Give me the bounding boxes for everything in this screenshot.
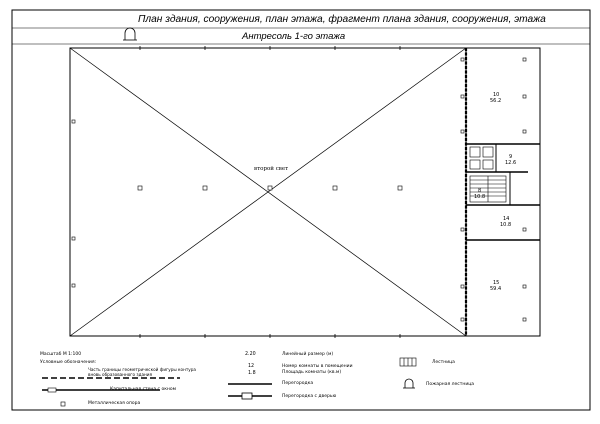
legend-partition: Перегородка xyxy=(282,381,314,386)
room-num-10: 10 xyxy=(493,92,500,98)
room-area-14: 10.8 xyxy=(500,222,512,228)
legend-room-label-1: Номер комнаты в помещении xyxy=(282,364,353,369)
void-label: второй свет xyxy=(254,166,289,172)
room-area-9: 12.6 xyxy=(505,160,517,166)
legend-metal-support: Металлическая опора xyxy=(88,401,141,406)
sheet-frame xyxy=(12,10,590,410)
legend-fire-stairs: Пожарная лестница xyxy=(426,382,475,387)
legend-stairs: Лестница xyxy=(432,360,455,365)
legend-graphics xyxy=(42,358,416,406)
legend-scale: Масштаб М 1:100 xyxy=(40,352,82,357)
legend-conventions: Условные обозначения: xyxy=(40,360,97,365)
floor-title: Антресоль 1-го этажа xyxy=(242,31,346,42)
room-area-10: 56.2 xyxy=(490,98,502,104)
legend-capital-wall: Капитальная стена с окном xyxy=(110,387,177,392)
room-area-15: 59.4 xyxy=(490,286,502,292)
legend-room-label-2: Площадь комнаты (кв.м) xyxy=(282,370,342,375)
fire-stair-icon xyxy=(123,28,137,40)
metal-supports xyxy=(72,58,526,321)
legend-part-boundary-2: вновь образованного здания xyxy=(88,372,153,377)
legend-dim-label: Линейный размер (м) xyxy=(282,352,334,357)
room-num-9: 9 xyxy=(509,154,513,160)
legend-room-area-sample: 1.8 xyxy=(248,371,256,376)
room-num-8: 8 xyxy=(478,188,482,194)
room-area-8: 10.8 xyxy=(474,194,486,200)
legend-room-num-sample: 12 xyxy=(248,364,255,369)
room-num-15: 15 xyxy=(493,280,500,286)
legend-partition-door: Перегородка с дверью xyxy=(282,394,337,399)
room-num-14: 14 xyxy=(503,216,510,222)
legend-part-boundary-1: Часть границы геометрической фигуры контура xyxy=(88,367,196,372)
legend-dim-sample: 2.20 xyxy=(245,352,256,357)
page-title: План здания, сооружения, план этажа, фрагмент плана здания, сооружения, этажа xyxy=(138,14,546,25)
